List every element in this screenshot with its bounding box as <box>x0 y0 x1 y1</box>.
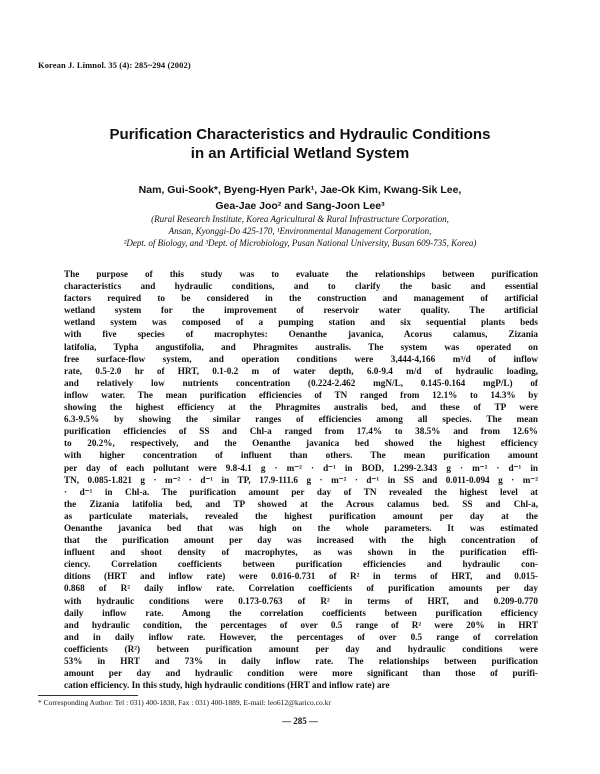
author-list <box>0 182 600 214</box>
affiliation-line-2: Ansan, Kyonggi-Do 425-170, ¹Environmental Management Corporation, <box>168 226 432 236</box>
affiliations <box>0 213 600 249</box>
abstract-line: and in daily inflow rate. However, the percentages of over 0.5 range of correlation <box>64 631 538 642</box>
abstract-line: wetland system for the improvement of reservoir water quality. The artificial <box>64 305 538 316</box>
abstract-line: TN, 0.085-1.821 g · m⁻² · d⁻¹ in TP, 17.9-111.6 g · m⁻² · d⁻¹ in SS and 0.011-0.094 g · m⁻² <box>64 474 538 485</box>
affiliation-line-1: (Rural Research Institute, Korea Agricultural & Rural Infrastructure Corporation, <box>151 214 449 224</box>
abstract-line: cation efficiency. In this study, high hydraulic conditions (HRT and inflow rate) are <box>64 680 390 691</box>
abstract-line: the Zizania latifolia bed, and TP showed at the Acrous calamus bed. SS and Chl-a, <box>64 498 538 509</box>
abstract-line: with hydraulic conditions were 0.173-0.763 of R² in terms of HRT, and 0.209-0.770 <box>64 595 538 606</box>
page-number: — 285 — <box>282 716 318 726</box>
abstract-line: inflow water. The mean purification efficiencies of TN ranged from 12.1% to 14.3% by <box>64 389 538 400</box>
authors-line-2: Gea-Jae Joo² and Sang-Joon Lee³ <box>215 200 385 212</box>
paper-title <box>0 125 600 163</box>
abstract-line: daily inflow rate. Among the correlation coefficients between purification efficiency <box>64 607 538 618</box>
abstract-line: wetland system was composed of a pumping station and six sequential plants beds <box>64 317 538 328</box>
title-line-2: in an Artificial Wetland System <box>190 145 410 162</box>
authors-line-1: Nam, Gui-Sook*, Byeng-Hyen Park¹, Jae-Ok Kim, Kwang-Sik Lee, <box>138 184 462 196</box>
abstract-line: ditions (HRT and inflow rate) were 0.016-0.731 of R² in terms of HRT, and 0.015- <box>64 571 538 582</box>
abstract-body <box>64 268 538 691</box>
abstract-line: rate, 0.5-2.0 hr of HRT, 0.1-0.2 m of water depth, 6.0-9.4 m/d of hydraulic loading, <box>64 365 538 376</box>
abstract-line: and hydraulic condition, the percentages of over 0.5 range of R² were 20% in HRT <box>64 619 538 630</box>
abstract-line: The purpose of this study was to evaluate the relationships between purification <box>64 269 538 279</box>
abstract-line: latifolia, Typha angustifolia, and Phragmites australis. The system was operated on <box>64 341 538 352</box>
abstract-line: characteristics and hydraulic conditions, and to clarify the basic and essential <box>64 281 538 292</box>
abstract-line: as particulate materials, revealed the highest purification amount per day at the <box>64 510 538 521</box>
corresponding-author-footnote: * Corresponding Author: Tel : 031) 400-1838, Fax : 031) 400-1889, E-mail: leo612@karico.co.kr <box>38 698 331 707</box>
abstract-line: 0.868 of R² daily inflow rate. Correlation coefficients of purification amounts per day <box>64 583 538 594</box>
abstract-line: 6.3-9.5% by showing the similar ranges of efficiencies among all species. The mean <box>64 414 538 425</box>
abstract-line: ciency. Correlation coefficients between purification efficiencies and hydraulic con- <box>64 559 538 570</box>
abstract-line: factors required to be considered in the construction and management of artificial <box>64 293 538 304</box>
abstract-line: amount per day and hydraulic condition were more significant than those of purifi- <box>64 668 538 679</box>
title-line-1: Purification Characteristics and Hydraulic Conditions <box>109 126 491 143</box>
abstract-line: Oenanthe javanica bed that was high on the whole parameters. It was estimated <box>64 522 538 533</box>
abstract-line: · d⁻¹ in Chl-a. The purification amount per day of TN revealed the highest level at <box>64 486 538 497</box>
abstract-line: free surface-flow system, and operation conditions were 3,444-4,166 m³/d of inflow <box>64 353 538 364</box>
abstract-line: to 20.2%, respectively, and the Oenanthe javanica bed showed the highest efficiency <box>64 438 538 449</box>
abstract-line: 53% in HRT and 73% in daily inflow rate. The relationships between purification <box>64 656 538 666</box>
abstract-line: with five species of macrophytes: Oenanthe javanica, Acorus calamus, Zizania <box>64 329 538 340</box>
abstract-line: with higher concentration of influent than others. The mean purification amount <box>64 450 538 461</box>
affiliation-line-3: ²Dept. of Biology, and ³Dept. of Microbiology, Pusan National University, Busan 609-735, Korea) <box>123 238 477 248</box>
abstract-line: and relatively low nutrients concentration (0.224-2.462 mgN/L, 0.145-0.164 mgP/L) of <box>64 377 538 388</box>
abstract-line: that the purification amount per day was increased with the high concentration of <box>64 535 538 546</box>
abstract-line: purification efficiencies of SS and Chl-a ranged from 17.4% to 38.5% and from 12.6% <box>64 426 538 437</box>
abstract-line: coefficients (R²) between purification amount per day and hydraulic conditions were <box>64 643 538 654</box>
abstract-line: influent and shoot density of macrophytes, as was shown in the purification effi- <box>64 547 538 558</box>
abstract-line: per day of each pollutant were 9.8-4.1 g · m⁻² · d⁻¹ in BOD, 1.299-2.343 g · m⁻² · d⁻¹ in <box>64 462 538 473</box>
footnote-rule <box>38 695 138 696</box>
journal-reference: Korean J. Limnol. 35 (4): 285~294 (2002) <box>38 60 191 70</box>
abstract-line: showing the highest efficiency at the Phragmites australis bed, and these of TP were <box>64 402 538 413</box>
